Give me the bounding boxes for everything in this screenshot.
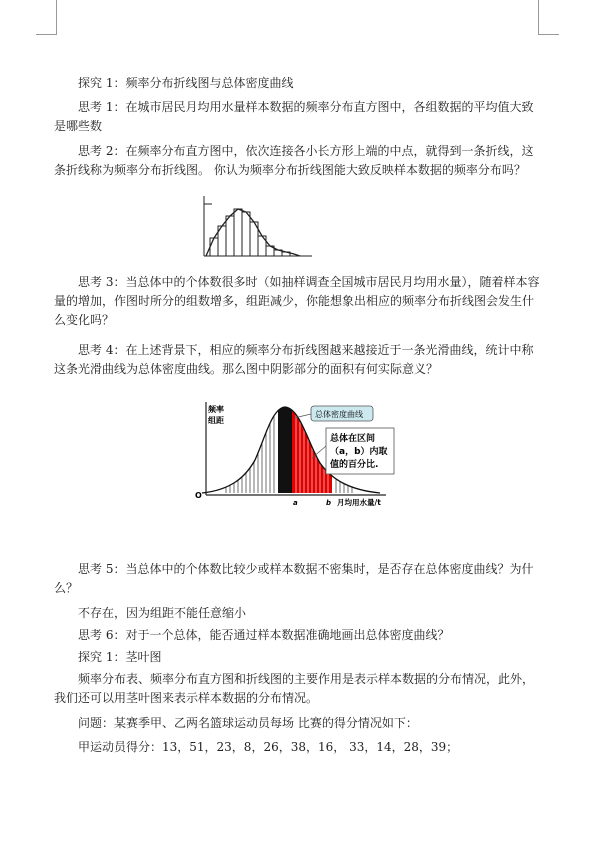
histogram-bar [234,209,242,256]
x-axis-label: 月均用水量/t [337,498,381,507]
y-axis-label-top: 频率 [208,405,224,414]
question-6: 思考 6：对于一个总体，能否通过样本数据准确地画出总体密度曲线？ [78,628,450,642]
section-heading-2: 探究 1：茎叶图 [78,650,162,664]
tick-label-a: a [293,499,298,507]
problem-statement: 问题：某赛季甲、乙两名篮球运动员每场 比赛的得分情况如下： [78,716,418,730]
answer-5: 不存在，因为组距不能任意缩小 [78,606,247,620]
histogram-bar [210,238,218,256]
histogram-polygon-figure [196,194,316,264]
question-2: 思考 2：在频率分布直方图中，依次连接各小长方形上端的中点，就得到一条折线，这条折线称为频率分布折线图。 你认为频率分布折线图能大致反映样本数据的频率分布吗？ [54,144,534,177]
y-axis-label-bottom: 组距 [208,416,224,425]
callout-interval-line3: 值的百分比. [330,460,379,470]
origin-label: O [195,491,202,500]
histogram-bar [242,212,250,256]
frequency-polygon-line [206,209,300,256]
density-curve-figure [190,398,400,510]
question-4: 思考 4：在上述背景下，相应的频率分布折线图越来越接近于一条光滑曲线，统计中称这条光滑曲线为总体密度曲线。那么图中阴影部分的面积有何实际意义？ [54,343,534,376]
callout-interval-line2: （a，b）内取 [330,447,388,457]
callout-interval-line1: 总体在区间 [330,434,376,444]
question-3: 思考 3：当总体中的个体数很多时（如抽样调查全国城市居民月均用水量），随着样本容量的增加，作图时所分的组数增多，组距减少，你能想象出相应的频率分布折线图会发生什么变化吗？ [54,275,540,327]
section-heading-1: 探究 1：频率分布折线图与总体密度曲线 [78,76,294,90]
player-a-scores: 甲运动员得分：13，51，23，8，26，38，16， 33，14，28，39； [78,740,459,754]
question-5: 思考 5：当总体中的个体数比较少或样本数据不密集时，是否存在总体密度曲线？为什么？ [54,562,534,595]
question-1: 思考 1：在城市居民月均用水量样本数据的频率分布直方图中，各组数据的平均值大致是哪些数 [54,100,534,133]
crop-mark-top-left [36,0,57,35]
crop-mark-top-right [538,0,559,35]
histogram-bar [226,216,234,256]
stem-leaf-intro: 频率分布表、频率分布直方图和折线图的主要作用是表示样本数据的分布情况，此外，我们还可以用茎叶图来表示样本数据的分布情况。 [54,672,535,705]
shaded-region-dark [278,398,292,495]
striped-area-left [226,398,274,495]
callout-density-curve-label: 总体密度曲线 [315,410,363,419]
tick-label-b: b [326,499,332,507]
